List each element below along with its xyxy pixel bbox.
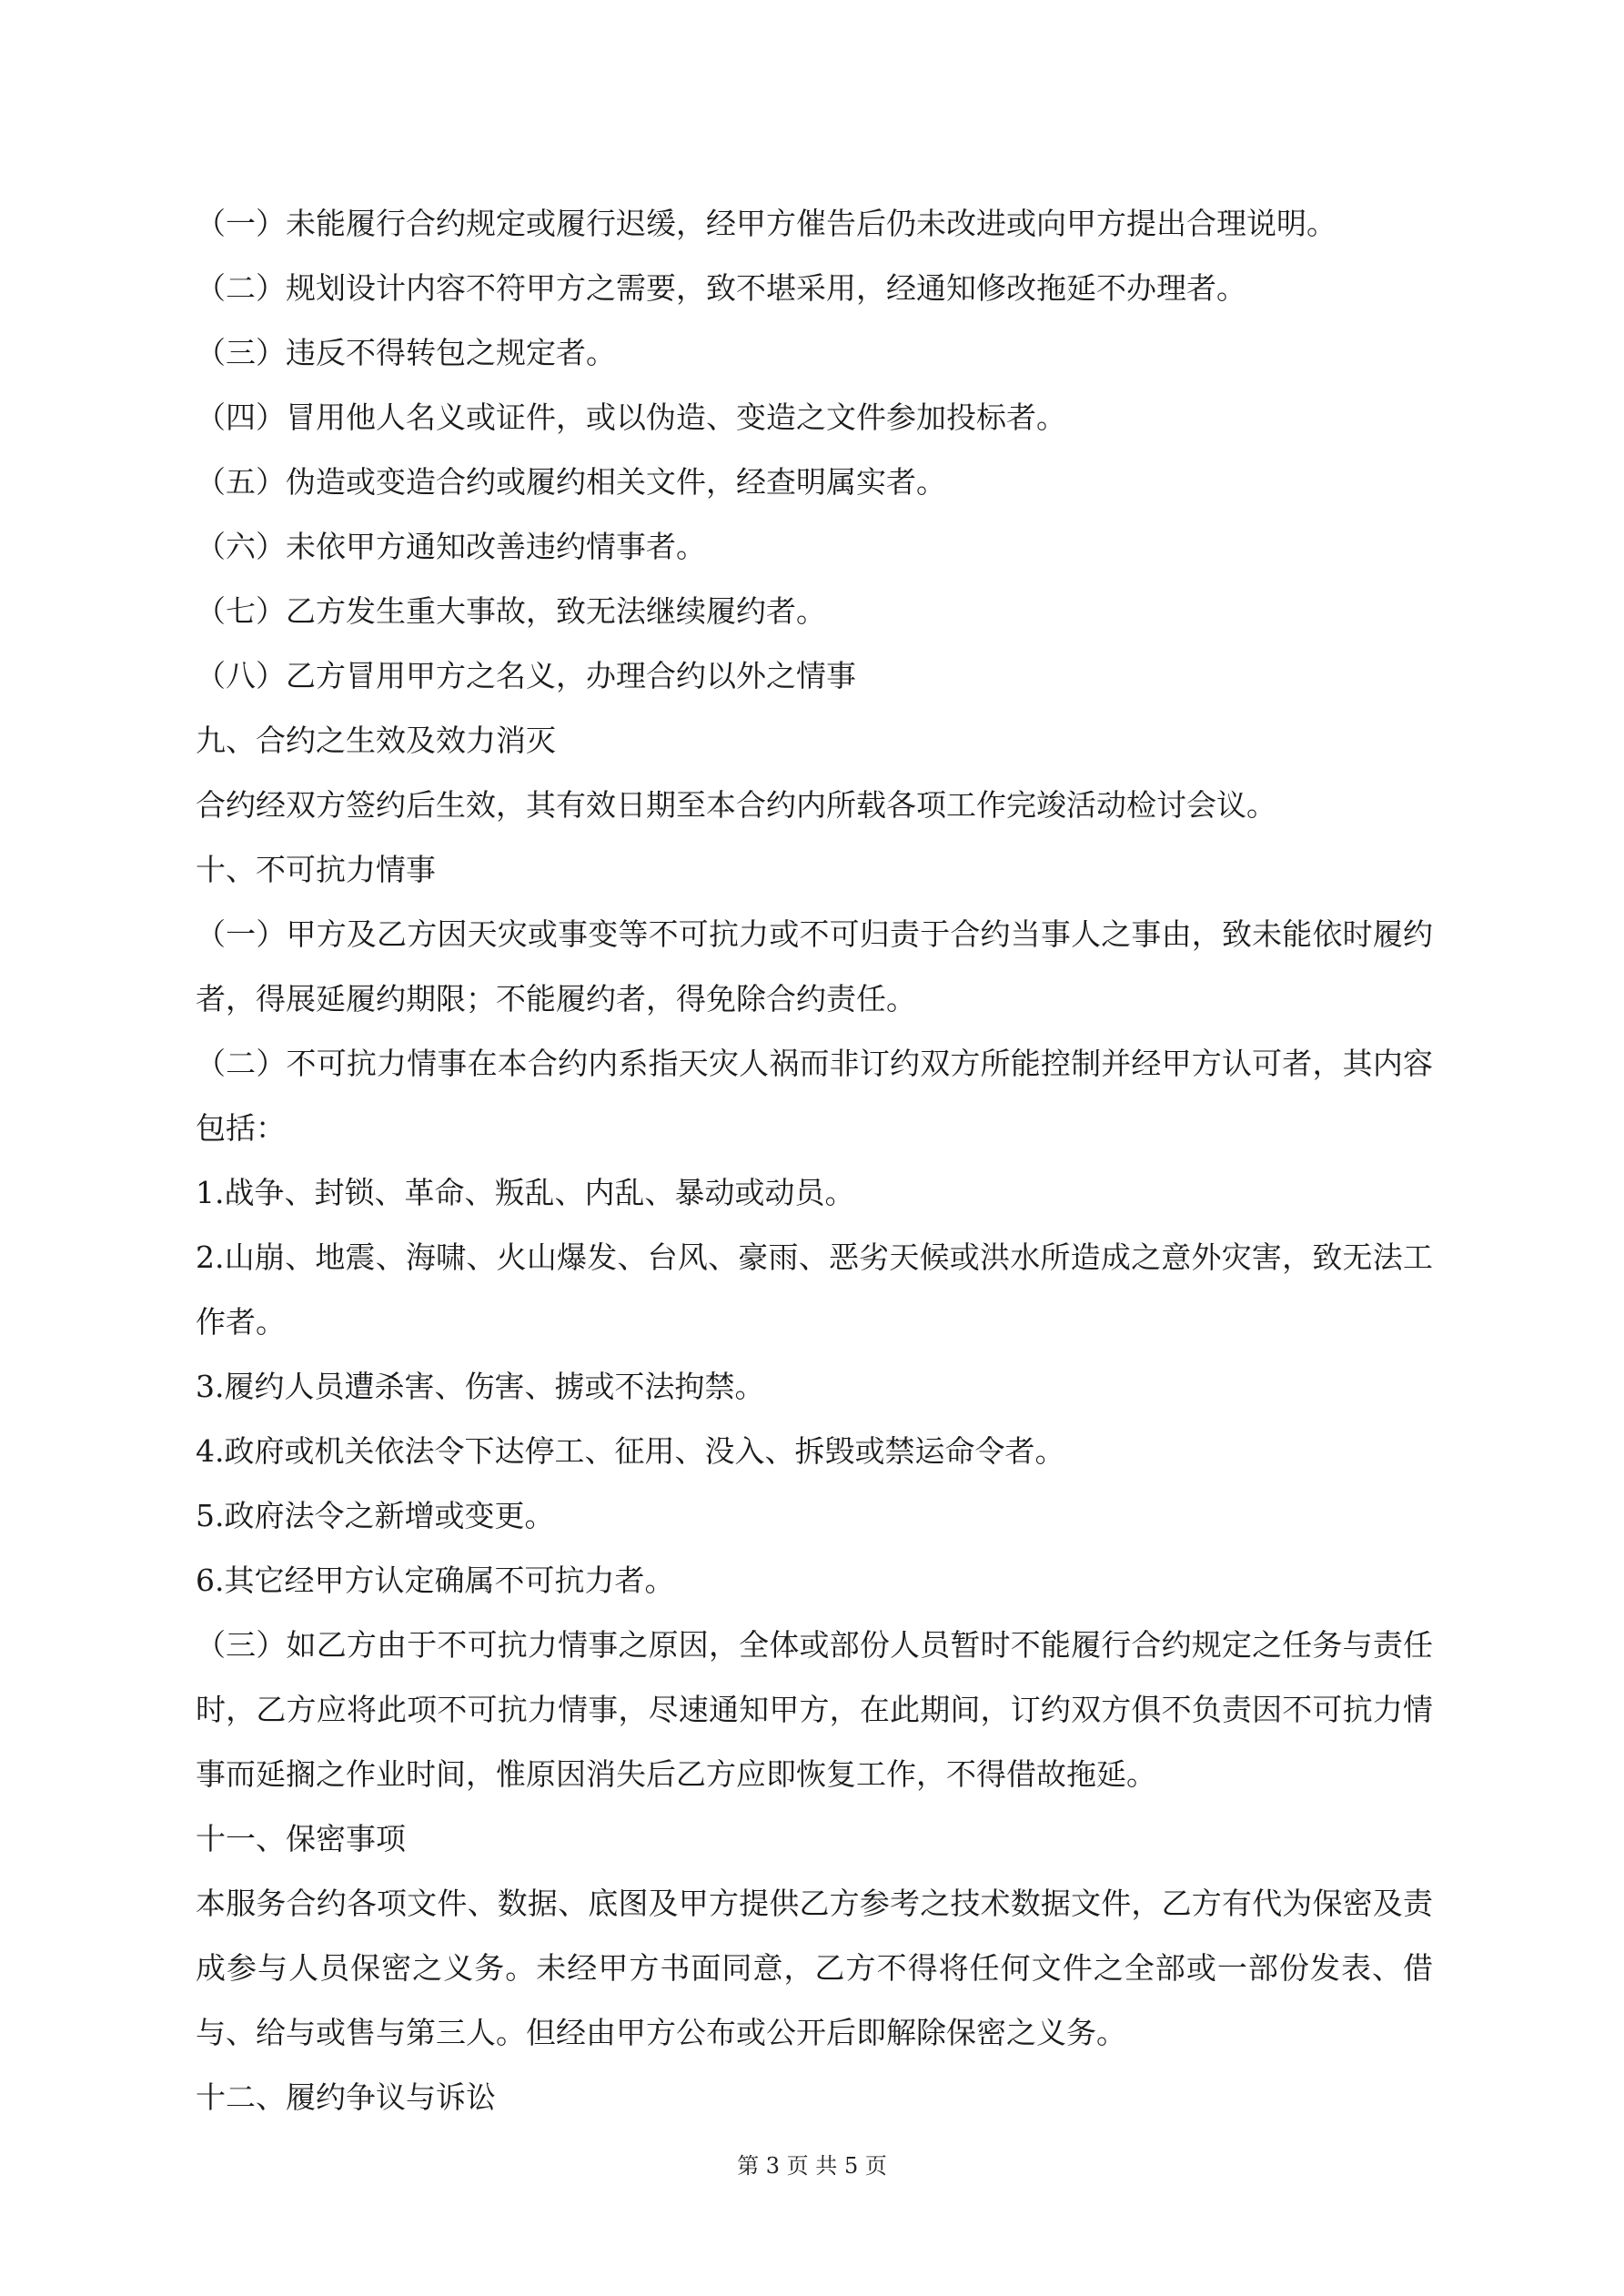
force-majeure-list-item-1: 1.战争、封锁、革命、叛乱、内乱、暴动或动员。 [196,1175,855,1210]
clause-item-4: （四）冒用他人名义或证件，或以伪造、变造之文件参加投标者。 [196,400,1066,435]
clause-item-1: （一）未能履行合约规定或履行迟缓，经甲方催告后仍未改进或向甲方提出合理说明。 [196,206,1337,241]
clause-item-7: （七）乙方发生重大事故，致无法继续履约者。 [196,593,826,629]
section-heading-9: 九、合约之生效及效力消灭 [196,723,556,758]
clause-item-2: （二）规划设计内容不符甲方之需要，致不堪采用，经通知修改拖延不办理者。 [196,270,1246,306]
clause-item-3: （三）违反不得转包之规定者。 [196,335,616,370]
force-majeure-list-item-2: 2.山崩、地震、海啸、火山爆发、台风、豪雨、恶劣天候或洪水所造成之意外灾害，致无法工作者。 [196,1239,1433,1340]
force-majeure-list-item-4: 4.政府或机关依法令下达停工、征用、没入、拆毁或禁运命令者。 [196,1433,1065,1469]
force-majeure-list-item-3: 3.履约人员遭杀害、伤害、掳或不法拘禁。 [196,1369,765,1404]
force-majeure-clause-2: （二）不可抗力情事在本合约内系指天灾人祸而非订约双方所能控制并经甲方认可者，其内容包括： [196,1046,1433,1146]
section-heading-10: 十、不可抗力情事 [196,852,436,887]
page-number-footer: 第 3 页 共 5 页 [737,2153,887,2179]
force-majeure-clause-1: （一）甲方及乙方因天灾或事变等不可抗力或不可归责于合约当事人之事由，致未能依时履约者，得展延履约期限；不能履约者，得免除合约责任。 [196,916,1433,1017]
section-body-11: 本服务合约各项文件、数据、底图及甲方提供乙方参考之技术数据文件，乙方有代为保密及责成参与人员保密之义务。未经甲方书面同意，乙方不得将任何文件之全部或一部份发表、借与、给与或售与第三人。但经由甲方公布或公开后即解除保密之义务。 [196,1886,1433,2050]
section-heading-11: 十一、保密事项 [196,1821,406,1856]
force-majeure-list-item-6: 6.其它经甲方认定确属不可抗力者。 [196,1563,675,1598]
clause-item-6: （六）未依甲方通知改善违约情事者。 [196,529,706,564]
force-majeure-clause-3: （三）如乙方由于不可抗力情事之原因，全体或部份人员暂时不能履行合约规定之任务与责任时，乙方应将此项不可抗力情事，尽速通知甲方，在此期间，订约双方俱不负责因不可抗力情事而延搁之作业时间，惟原因消失后乙方应即恢复工作，不得借故拖延。 [196,1627,1433,1792]
section-heading-12: 十二、履约争议与诉讼 [196,2079,496,2115]
section-body-9: 合约经双方签约后生效，其有效日期至本合约内所载各项工作完竣活动检讨会议。 [196,787,1276,823]
force-majeure-list-item-5: 5.政府法令之新增或变更。 [196,1498,555,1533]
document-body [196,191,1433,2129]
clause-item-8: （八）乙方冒用甲方之名义，办理合约以外之情事 [196,658,856,693]
clause-item-5: （五）伪造或变造合约或履约相关文件，经查明属实者。 [196,464,946,500]
